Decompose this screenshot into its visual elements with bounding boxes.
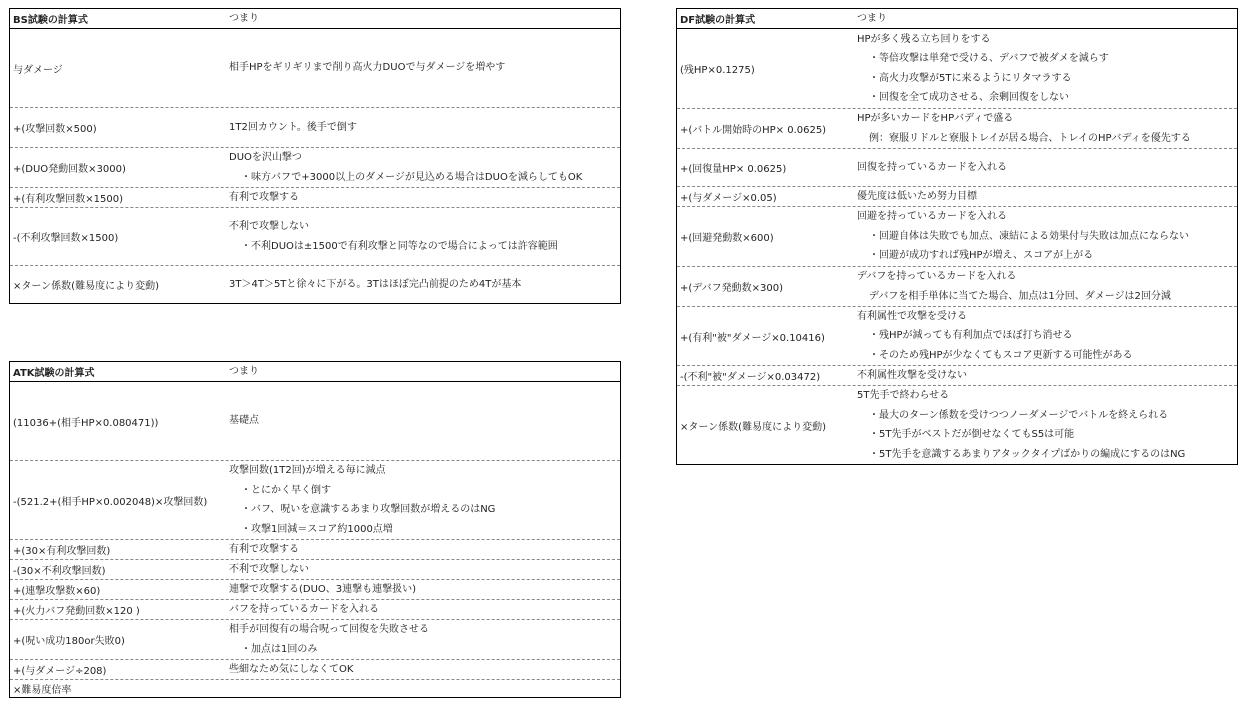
formula-cell: +(デバフ発動数×300) [680,283,784,294]
meaning-line: 有利属性で攻撃を受ける [857,310,967,322]
meaning-line: 有利で攻撃する [229,543,299,555]
table-row [10,29,620,107]
formula-cell: (11036+(相手HP×0.080471)) [13,417,159,429]
formula-cell: ×ターン係数(難易度により変動) [13,281,159,292]
meaning-line: ・味方バフで+3000以上のダメージが見込める場合はDUOを減らしてもOK [241,171,583,183]
formula-cell: 与ダメージ [13,64,63,76]
atk-header-meaning: つまり [229,365,259,377]
meaning-line: 優先度は低いため努力目標 [857,190,977,202]
formula-cell: +(与ダメージ×0.05) [680,193,777,204]
formula-cell: +(連撃攻撃数×60) [13,586,101,597]
table-row [10,599,620,619]
meaning-line: ・攻撃1回減＝スコア約1000点増 [241,523,393,535]
formula-cell: +(バトル開始時のHP× 0.0625) [680,125,827,136]
formula-cell: (残HP×0.1275) [680,65,755,76]
meaning-line: デバフを持っているカードを入れる [857,271,1017,282]
table-row [10,579,620,599]
formula-cell: -(521.2+(相手HP×0.002048)×攻撃回数) [13,496,208,508]
meaning-line: ・高火力攻撃が5Tに来るようにリタマラする [869,72,1072,84]
table-row [10,539,620,559]
df-header-row [677,9,1237,29]
formula-cell: +(火力バフ発動回数×120 ) [13,606,140,617]
atk-header-formula: ATK試験の計算式 [13,368,95,379]
formula-cell: +(有利攻撃回数×1500) [13,194,124,205]
meaning-line: ・5T先手がベストだが倒せなくてもS5は可能 [869,429,1075,440]
meaning-line: 相手が回復有の場合呪って回復を失敗させる [229,624,429,635]
table-row [10,659,620,679]
table-row [677,385,1237,464]
meaning-line: ・回避自体は失敗でも加点、凍結による効果付与失敗は加点にならない [869,230,1189,242]
meaning-line: ・等倍攻撃は単発で受ける、デバフで被ダメを減らす [869,53,1109,64]
table-row [10,265,620,303]
meaning-line: 些細なため気にしなくてOK [229,663,354,675]
formula-cell: +(呪い成功180or失敗0) [13,636,125,647]
meaning-line: ・残HPが減っても有利加点でほぼ打ち消せる [869,330,1073,342]
bs-table [9,8,621,304]
bs-header-row [10,9,620,29]
table-row [10,382,620,460]
table-row [677,186,1237,206]
meaning-line: 相手HPをギリギリまで削り高火力DUOで与ダメージを増やす [229,62,506,74]
meaning-line: 例：寮服リドルと寮服トレイが居る場合、トレイのHPバディを優先する [869,132,1191,144]
df-table [676,8,1238,465]
meaning-line: ・不利DUOは±1500で有利攻撃と同等なので場合によっては許容範囲 [241,240,558,252]
meaning-line: 回復を持っているカードを入れる [857,161,1007,173]
meaning-line: ・そのため残HPが少なくてもスコア更新する可能性がある [869,349,1133,361]
meaning-line: 連撃で攻撃する(DUO、3連撃も連撃扱い) [229,583,417,595]
table-row [10,460,620,539]
atk-table [9,361,621,698]
formula-cell: +(回避発動数×600) [680,233,774,244]
meaning-line: バフを持っているカードを入れる [229,603,379,615]
meaning-line [229,680,620,697]
table-row [677,266,1237,306]
formula-cell: +(有利"被"ダメージ×0.10416) [680,332,825,344]
meaning-line: 不利属性攻撃を受けない [857,369,967,381]
meaning-line: ・回復を全て成功させる、余剰回復をしない [869,92,1069,103]
meaning-line: ・回避が成功すれば残HPが増え、スコアが上がる [869,250,1094,262]
meaning-line: ・バフ、呪いを意識するあまり攻撃回数が増えるのはNG [241,504,496,515]
formula-cell: +(攻撃回数×500) [13,124,97,135]
table-row [10,619,620,659]
table-row [677,108,1237,148]
table-row [10,107,620,147]
table-row [10,559,620,579]
meaning-line: ・加点は1回のみ [241,643,318,655]
formula-cell: +(回復量HP× 0.0625) [680,164,787,175]
meaning-line: HPが多いカードをHPバディで盛る [857,113,1014,124]
meaning-line: 基礎点 [229,415,259,427]
formula-cell: +(30×有利攻撃回数) [13,546,111,557]
table-row [677,306,1237,365]
meaning-line: 回避を持っているカードを入れる [857,211,1007,223]
meaning-line: 有利で攻撃する [229,191,299,203]
table-row [10,187,620,207]
meaning-line: ・5T先手を意識するあまりアタックタイプばかりの編成にするのはNG [869,448,1186,460]
meaning-line: デバフを相手単体に当てた場合、加点は1分回、ダメージは2回分減 [869,290,1171,302]
table-row [10,147,620,187]
table-row [677,365,1237,385]
meaning-line: DUOを沢山撃つ [229,152,302,163]
table-row [677,148,1237,186]
formula-cell: -(30×不利攻撃回数) [13,566,106,577]
table-row [677,206,1237,266]
formula-cell: ×難易度倍率 [13,685,72,696]
df-header-meaning: つまり [857,12,887,24]
formula-cell: ×ターン係数(難易度により変動) [680,421,826,433]
meaning-line: HPが多く残る立ち回りをする [857,33,991,45]
meaning-line: ・最大のターン係数を受けつつノーダメージでバトルを終えられる [869,409,1169,421]
meaning-line: 攻撃回数(1T2回)が増える毎に減点 [229,465,386,476]
meaning-line: ・とにかく早く倒す [241,484,331,496]
table-row [677,29,1237,108]
meaning-line: 3T＞4T＞5Tと徐々に下がる。3Tはほぼ完凸前提のため4Tが基本 [229,278,522,290]
table-row [10,679,620,697]
meaning-line: 1T2回カウント。後手で倒す [229,121,357,133]
formula-cell: +(与ダメージ÷208) [13,666,107,677]
meaning-line: 不利で攻撃しない [229,221,309,232]
formula-cell: -(不利攻撃回数×1500) [13,233,119,244]
atk-header-row [10,362,620,382]
formula-cell: -(不利"被"ダメージ×0.03472) [680,372,821,383]
df-header-formula: DF試験の計算式 [680,15,756,26]
bs-header-formula: BS試験の計算式 [13,15,88,26]
meaning-line: 5T先手で終わらせる [857,390,950,401]
table-row [10,207,620,265]
meaning-line: 不利で攻撃しない [229,563,309,575]
bs-header-meaning: つまり [229,12,259,24]
formula-cell: +(DUO発動回数×3000) [13,164,126,175]
